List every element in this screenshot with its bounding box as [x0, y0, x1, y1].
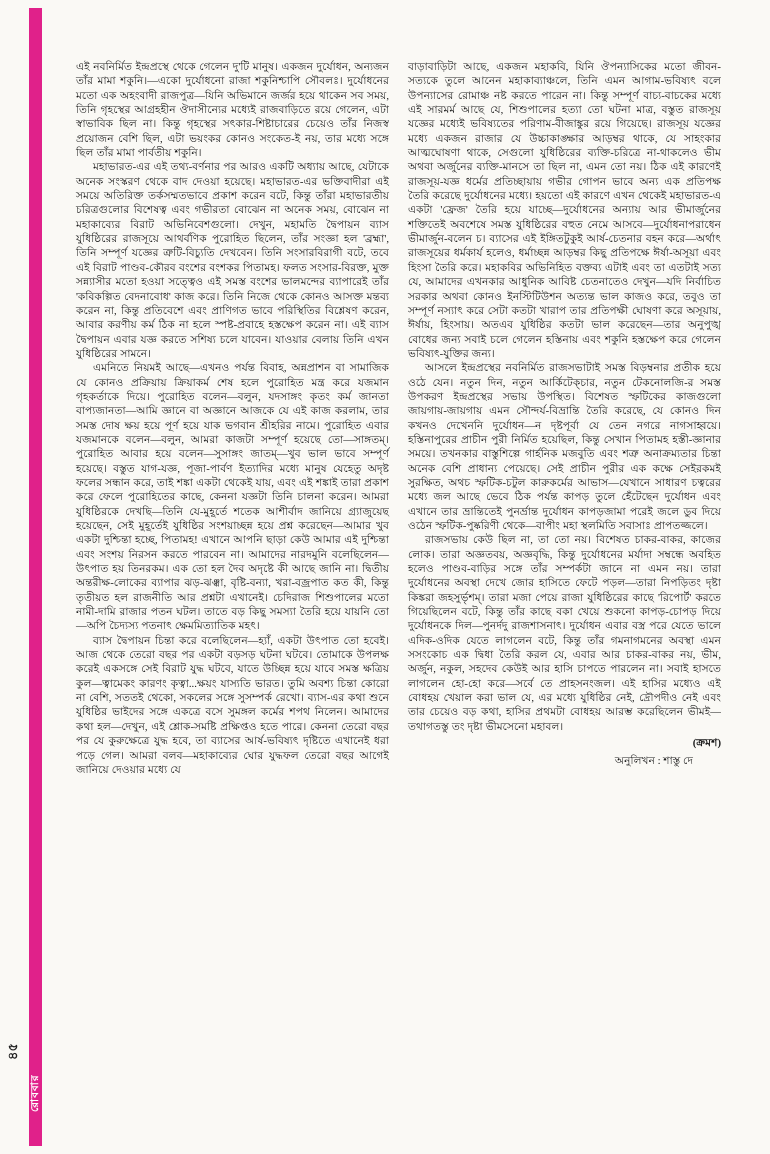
paragraph: আসলে ইন্দ্রপ্রস্থের নবনির্মিত রাজসভাটাই সমস্ত বিড়ম্বনার প্রতীক হয়ে ওঠে যেন। নতুন দিন, নতুন আর্কিটেক্চার, নতুন টেকনোলজি-র সমস্ত উপকরণ ইন্দ্রপ্রস্থের সভায় উপস্থিত। বিশেষত স্ফটিকের কাজগুলো জায়গায়-জায়গায় এমন সৌন্দর্য-বিভ্রান্তি তৈরি করেছে, যে কোনও দিন কখনও দেখেননি দুর্যোধন—ন দৃষ্টপূর্বা যে তেন নগরে নাগসাহ্বয়ে। হস্তিনাপুরের প্রাচীন পুরী নির্মিত হয়েছিল, কিন্তু সেখান পিতামহ হস্তী-জ্ঞানার সময়ে। তখনকার বাস্তুশিল্পে গার্হনিক মজবুতি এবং শত্রু অনাক্রম্যতার চিন্তা অনেক বেশি প্রাধান্য পেয়েছে। সেই প্রাচীন পুরীর এক কক্ষে সেইরকমই সুরক্ষিত, অথচ স্ফটিক-চটুল কারুকর্মের আভাস—যেখানে সাধারণ চত্বরের মধ্যে জল আছে ভেবে ঠিক পর্যন্ত কাপড় তুলে হেঁটেছেন দুর্যোধন এবং এখানে তার ভ্রান্তিতেই পুনর্ভ্রান্ত দুর্যোধন কাপড়জামা পরেই জলে ডুব দিয়ে ওঠেন স্ফটিক-পুষ্করিণী থেকে—বাপীং মহা স্থলমিতি সবাসাঃ প্রাপতজ্জলে। [408, 362, 721, 532]
right-column [408, 60, 721, 777]
page-number: ৪৫ [4, 1043, 20, 1060]
magazine-name-vertical: রোববার [29, 1074, 41, 1112]
paragraph: এই নবনির্মিত ইন্দ্রপ্রস্থে থেকে গেলেন দু'টি মানুষ। একজন দুর্যোধন, অন্যজন তাঁর মামা শকুনি।—একো দুর্যোধনো রাজা শকুনিশ্চাপি সৌবলঃ। দুর্যোধনের মতো এক অহংবাদী রাজপুত্র—যিনি অভিমানে জর্জর হয়ে থাকেন সব সময়, তিনি গৃহস্থের আগ্রহহীন ঔদাসীন্যের মধ্যেই রাজবাড়িতে রয়ে গেলেন, এটা স্বাভাবিক ছিল না। কিন্তু গৃহস্থের সৎকার-শিষ্টাচারের চেয়েও তাঁর নিজস্ব প্রয়োজন বেশি ছিল, এটা ভয়ংকর কোনও সংকেত-ই নয়, তার মধ্যে সঙ্গে ছিল তাঁর মামা পার্বতীয় শকুনি। [76, 61, 389, 160]
continuation-marker: (ক্রমশ) [692, 737, 721, 750]
paragraph: ব্যাস দ্বৈপায়ন চিন্তা করে বলেছিলেন—হ্যাঁ, একটা উৎপাত তো হবেই। আজ থেকে তেরো বছর পর একটা বড়সড় ঘটনা ঘটবে। তোমাকে উপলক্ষ করেই একসঙ্গে সেই বিরাট যুদ্ধ ঘটবে, যাতে উচ্ছিন্ন হয়ে যাবে সমস্ত ক্ষত্রিয় কুল—ত্বামেকং কারণং কৃত্বা...ক্ষয়ং যাস্যতি ভারত। তুমি অবশ্য চিন্তা কোরো না বেশি, সততই থেকো, সকলের সঙ্গে সুসম্পর্ক রেখো। ব্যাস-এর কথা শুনে যুধিষ্ঠির ভাইদের সঙ্গে একত্রে বসে সুমঙ্গল কর্মের শপথ নিলেন। আমাদের কথা হল—দেখুন, এই শ্লোক-সমষ্টি প্রক্ষিপ্তও হতে পারে। কেননা তেরো বছর পর যে কুরুক্ষেত্রে যুদ্ধ হবে, তা ব্যাসের আর্ষ-ভবিষ্যৎ দৃষ্টিতে এখানেই ধরা পড়ে গেল। আমরা বলব—মহাকাব্যের ঘোর যুদ্ধফল তেরো বছর আগেই জানিয়ে দেওয়ার মধ্যে যে [76, 634, 389, 776]
paragraph: এমনিতে নিয়মই আছে—এখনও পর্যন্ত বিবাহ, অন্নপ্রাশন বা সামাজিক যে কোনও প্রক্রিয়ায় ক্রিয়াকর্ম শেষ হলে পুরোহিত মন্ত্র করে যজমান গৃহকর্তাকে দিয়ে। পুরোহিত বলেন—বলুন, যদসাঙ্গং কৃতং কর্ম জানতা বাপ্যজানতা—আমি জ্ঞানে বা অজ্ঞানে আজকে যে এই কাজ করলাম, তার সমস্ত দোষ ক্ষয় হয়ে পূর্ণ হয়ে যাক ভগবান শ্রীহরির নামে। পুরোহিত এবার যজমানকে বলেন—বলুন, আমরা কাজটা সম্পূর্ণ হয়েছে তো—সাঙ্গতম্‌। পুরোহিত আবার হয়ে বলেন—সুসাঙ্গং জাতম্‌—খুব ভাল ভাবে সম্পূর্ণ হয়েছে। বস্তুত যাগ-যজ্ঞ, পূজা-পার্বণ ইত্যাদির মধ্যে মানুষ যেহেতু অদৃষ্ট ফলের সন্ধান করে, তাই শঙ্কা একটা থেকেই যায়, এবং এই শঙ্কাই তারা প্রকাশ করে ফেলে পুরোহিতের কাছে, কেননা যজ্ঞটা তিনি চালনা করেন। আমরা যুধিষ্ঠিরকে দেখছি—তিনি যে-মুহূর্তে শতেক আশীর্বাদ জানিয়ে গ্র্যাজুয়েছ হয়েছেন, সেই মুহূর্তেই যুধিষ্ঠির সংশয়াচ্ছন্ন হয়ে প্রশ্ন করেছেন—আমার খুব একটা দুশ্চিন্তা হচ্ছে, পিতামহ! এখানে আপনি ছাড়া কেউ আমার এই দুশ্চিন্তা এবং সংশয় নিরসন করতে পারবেন না। আমাদের নারদমুনি বলেছিলেন—উৎপাত হয় তিনরকম। এক তো হল দৈব অদৃষ্টে কী আছে জানি না। দ্বিতীয় অন্তরীক্ষ-লোকের ব্যাপার ঝড়-ঝঞ্ঝা, বৃষ্টি-বন্যা, খরা-বজ্রপাত কত কী, কিন্তু তৃতীয়ত হল রাজনীতি আর প্রশ্নটা এখানেই। চেদিরাজ শিশুপালের মতো নামী-দামি রাজার পতন ঘটল। তাতে বড় কিছু সমস্যা তৈরি হয়ে যায়নি তো—অপি চৈদ্যস্য পতনাৎ ক্ষেমমিত্যাতিক মহৎ। [76, 362, 389, 633]
article-body [76, 60, 722, 777]
byline: অনুলিখন : শাস্তু দে [614, 754, 693, 767]
spine-strip [29, 8, 42, 1146]
left-column [76, 60, 389, 777]
paragraph: রাজসভায় কেউ ছিল না, তা তো নয়। বিশেষত চাকর-বাকর, কাজের লোক। তারা অজ্ঞতবয়, অজ্ঞবৃদ্ধি, কিন্তু দুর্যোধনের মর্যাদা সম্বন্ধে অবহিত হলেও পাণ্ডব-বাড়ির সঙ্গে তাঁর সম্পর্কটা জানে না এমন নয়। তারা দুর্যোধনের অবস্থা দেখে জোর হাসিতে ফেটে পড়ল—তারা নিপড়িতং দৃষ্টা কিঙ্করা জহসুর্ভৃশম্‌। তারা মজা পেয়ে রাজা যুধিষ্ঠিরের কাছে 'রিপোর্ট' করতে গিয়েছিলেন বটে, কিন্তু তাঁর কাছে বকা খেয়ে শুকনো কাপড়-চোপড় দিয়ে দুর্যোধনকে দিল—পুনর্দদু রাজশাসনাৎ। দুর্যোধন এবার বস্ত্র পরে যেতে ভালে এদিক-ওদিক যেতে লাগলেন বটে, কিন্তু তাঁর গমনাগমনের অবস্থা এমন সসংকোচ এক দ্বিধা তৈরি করল যে, এবার আর চাকর-বাকর নয়, ভীম, অর্জুন, নকুল, সহদেব কেউই আর হাসি চাপতে পারলেন না। সবাই হাসতে লাগলেন হো-হো করে—সর্বে তে প্রাহসনংজল। এই হাসির মধ্যেও এই বোধহয় খেয়াল করা ভাল যে, এর মধ্যে যুধিষ্ঠির নেই, দ্রৌপদীও নেই এবং তার চেয়েও বড় কথা, হাসির প্রথমটা বোধহয় আরম্ভ করেছিলেন ভীমই—তথাগতস্তু তং দৃষ্টা ভীমসেনো মহাবল। [408, 534, 721, 733]
paragraph: বাড়াবাড়িটা আছে, একজন মহাকবি, যিনি ঔপন্যাসিকের মতো জীবন-সত্যকে তুলে আনেন মহাকাব্যাঞ্চলে, তিনি এমন আগাম-ভবিষ্যৎ বলে উপন্যাসের রোমাঞ্চ নষ্ট করতে পারেন না। কিন্তু সম্পূর্ণ বাচ্য-বাচকের মধ্যে এই সারমর্ম আছে যে, শিশুপালের হত্যা তো ঘটনা মাত্র, বস্তুত রাজসূয় যজ্ঞের মধ্যেই ভবিষ্যতের পরিণাম-বীজাঙ্কুর রয়ে গিয়েছে। রাজসূয় যজ্ঞের মধ্যে একজন রাজার যে উচ্চাকাঙ্ক্ষার আড়ম্বর থাকে, যে সাহংকার আত্মঘোষণা থাকে, সেগুলো যুধিষ্ঠিরের ব্যক্তি-চরিত্রে না-থাকলেও ভীম অথবা অর্জুনের ব্যক্তি-মানসে তা ছিল না, এমন তো নয়। ঠিক এই কারণেই রাজসূয়-যজ্ঞ ধর্মের প্রতিচ্ছায়ায় গভীর গোপন ভাবে অন্য এক প্রতিপক্ষ তৈরি করেছে দুর্যোধনের মধ্যে। হয়তো এই কারণে এখন থেকেই মহাভারত-এ একটা 'ফ্রেজ' তৈরি হয়ে যাচ্ছে—দুর্যোধনের অন্যায় আর ভীমার্জুনের শক্তিতেই অবশেষে সমস্ত যুধিষ্ঠিরের বহুত নেমে আসবে—দুর্যোধনাপরাধেন ভীমার্জুন-বলেন চ। ব্যাসের এই ইঙ্গিতটুকুই আর্ষ-চেতনার বহন করে—অর্থাৎ রাজসূয়ের ধর্মকার্য হলেও, ধর্মাচ্ছন্ন আড়ম্বর কিছু প্রতিপক্ষে ঈর্ষা-অসূয়া এবং হিংসা তৈরি করে। মহাকবির অভিনিহিত বক্তব্য এটাই এবং তা এতটাই সত্য যে, আমাদের এখনকার আধুনিক আবিষ্ট চেতনাতেও দেখুন—যদি নির্বাচিত সরকার অথবা কোনও ইনস্টিটিউশন অত্যন্ত ভাল কাজও করে, তবুও তা সম্পূর্ণ নস্যাৎ করে সেটা কতটা খারাপ তার প্রতিপক্ষী ঘোষণা করে অসূয়ায়, ঈর্ষায়, হিংসায়। অতএব যুধিষ্ঠির কতটা ভাল করেছেন—তার অনুপুঙ্খ বোধের জন্য সবাই চলে গেলেন হস্তিনায় এবং শকুনি হস্তক্ষেপ করে গেলেন ভবিষ্যৎ-যুক্তির জন্য। [408, 61, 721, 360]
paragraph: মহাভারত-এর এই তথ্য-বর্ণনার পর আরও একটি অধ্যায় আছে, যেটাকে অনেক সংস্করণ থেকে বাদ দেওয়া হয়েছে। মহাভারত-এর ভক্তিবাদীরা এই সময়ে অতিরিক্ত তর্কসম্মতভাবে প্রকাশ করেন বটে, কিন্তু তাঁরা মহাভারতীয় চরিত্রগুলোর বিশেষত্ব এবং গভীরতা বোঝেন না অনেক সময়, বোঝেন না মহাকাব্যের বিরাট অভিনিবেশগুলো। দেখুন, মহামতি দ্বৈপায়ন ব্যাস যুধিষ্ঠিরের রাজসূয়ে আথর্বণিক পুরোহিত ছিলেন, তাঁর সংজ্ঞা হল 'ব্রহ্মা', তিনি সম্পূর্ণ যজ্ঞের ত্রুটি-বিচ্যুতি দেখবেন। তিনি সংসারবিরাগী বটে, তবে এই বিরাট পাণ্ডব-কৌরব বংশের বংশকর পিতামহ। ফলত সংসার-বিরক্ত, মুক্ত সন্ন্যাসীর মতো হওয়া সত্ত্বেও এই সমস্ত বংশের ভালমন্দের ব্যাপারেই তাঁর 'কবিকল্পিত বেদনাবোধ' কাজ করে। তিনি নিজে থেকে কোনও আসক্ত মন্তব্য করেন না, কিন্তু প্রতিবেশে এবং প্রাণিগত ভাবে পরিস্থিতির বিশ্লেষণ করেন, আবার করণীয় কর্ম ঠিক না হলে স্পষ্ট-প্রবাহে হস্তক্ষেপ করেন না। এই ব্যাস দ্বৈপায়ন এবার যজ্ঞ করতে সশিষ্য চলে যাবেন। যাওয়ার বেলায় তিনি এখন যুধিষ্ঠিরের সামনে। [76, 161, 389, 360]
